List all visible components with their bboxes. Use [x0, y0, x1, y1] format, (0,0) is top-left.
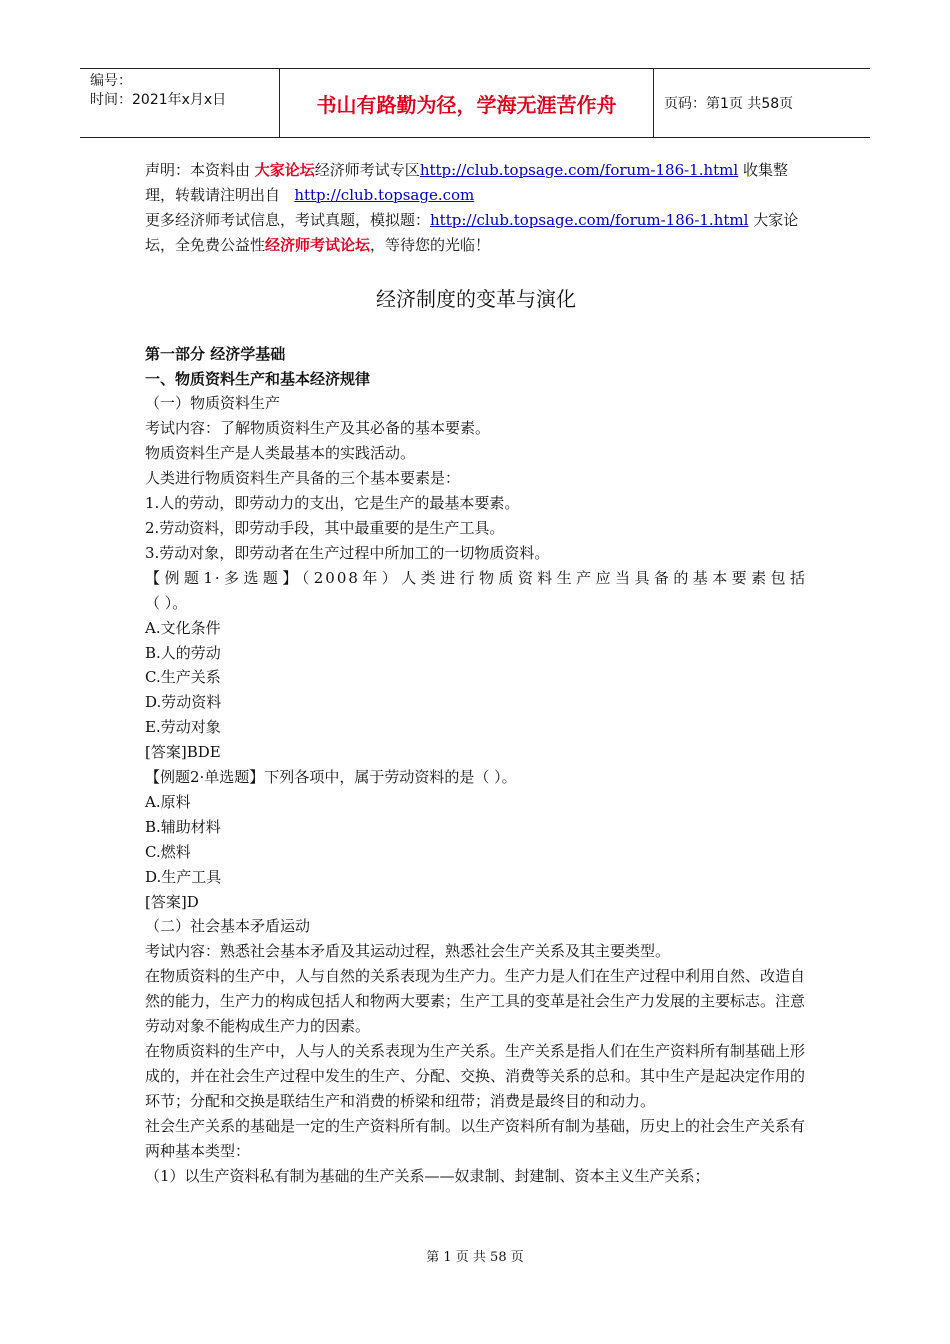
notice-text: 更多经济师考试信息，考试真题，模拟题：: [145, 210, 431, 229]
answer-line: [答案]BDE: [145, 743, 221, 762]
answer-line: [答案]D: [145, 892, 199, 911]
text-line: 物质资料生产是人类最基本的实践活动。: [145, 444, 416, 463]
option-line: C.生产关系: [145, 668, 221, 687]
paragraph: 在物质资料的生产中，人与人的关系表现为生产关系。生产关系是指人们在生产资料所有制基础上形成的，并在社会生产过程中发生的生产、分配、交换、消费等关系的总和。其中生产是起决定作用的环节；分配和交换是联结生产和消费的桥梁和纽带；消费是最终目的和动力。: [145, 1042, 806, 1110]
header-motto: 书山有路勤为径，学海无涯苦作舟: [280, 69, 654, 137]
notice-text: ，等待您的光临！: [370, 235, 491, 254]
text-line: （一）物质资料生产: [145, 394, 281, 413]
forum-highlight: 经济师考试论坛: [265, 235, 371, 254]
text-line: 1.人的劳动，即劳动力的支出，它是生产的最基本要素。: [145, 494, 520, 513]
document-body: [145, 158, 807, 1188]
text-line: （二）社会基本矛盾运动: [145, 917, 311, 936]
example-2-question: 【例题2·单选题】下列各项中，属于劳动资料的是（ ）。: [145, 768, 517, 787]
forum-link-2[interactable]: http://club.topsage.com/forum-186-1.html: [430, 210, 749, 229]
document-title: 经济制度的变革与演化: [376, 286, 576, 311]
example-1-question: 【例题1·多选题】（2008年）人类进行物质资料生产应当具备的基本要素包括: [145, 568, 807, 587]
page-footer: 第 1 页 共 58 页: [426, 1250, 524, 1265]
paragraph: 在物质资料的生产中，人与自然的关系表现为生产力。生产力是人们在生产过程中利用自然、改造自然的能力，生产力的构成包括人和物两大要素；生产工具的变革是社会生产力发展的主要标志。注意劳动对象不能构成生产力的因素。: [145, 967, 806, 1036]
notice-text: 收集整理，转载请注明出自: [145, 161, 788, 204]
part-title: 第一部分 经济学基础: [145, 344, 286, 363]
site-link[interactable]: http://club.topsage.com: [294, 185, 475, 204]
forum-link[interactable]: http://club.topsage.com/forum-186-1.html: [419, 161, 739, 179]
option-line: B.人的劳动: [145, 643, 221, 662]
notice-text: 大家论坛，全免费公益性: [145, 210, 799, 254]
option-line: D.劳动资料: [145, 693, 222, 712]
page-header: [80, 68, 870, 138]
text-line: （1）以生产资料私有制为基础的生产关系——奴隶制、封建制、资本主义生产关系；: [145, 1166, 710, 1185]
date-label: 时间：2021年x月x日: [90, 92, 227, 108]
option-line: B.辅助材料: [145, 817, 221, 836]
section-title: 一、物质资料生产和基本经济规律: [145, 369, 371, 388]
option-line: E.劳动对象: [145, 718, 221, 737]
option-line: D.生产工具: [145, 867, 222, 886]
header-meta: [80, 69, 280, 137]
paragraph: 社会生产关系的基础是一定的生产资料所有制。以生产资料所有制为基础，历史上的社会生产关系有两种基本类型：: [145, 1116, 806, 1160]
option-line: A.文化条件: [145, 618, 221, 637]
text-line: 3.劳动对象，即劳动者在生产过程中所加工的一切物质资料。: [145, 543, 550, 562]
number-label: 编号：: [90, 73, 132, 89]
text-line: 人类进行物质资料生产具备的三个基本要素是：: [145, 469, 461, 488]
notice-line-1: [145, 158, 807, 208]
option-line: C.燃料: [145, 842, 191, 861]
option-line: A.原料: [145, 792, 191, 811]
text-line: 考试内容：熟悉社会基本矛盾及其运动过程，熟悉社会生产关系及其主要类型。: [145, 942, 671, 961]
text-line: 2.劳动资料，即劳动手段，其中最重要的是生产工具。: [145, 518, 505, 537]
text-line: 考试内容：了解物质资料生产及其必备的基本要素。: [145, 419, 491, 438]
notice-text: 声明：本资料由: [145, 161, 255, 179]
forum-name: 大家论坛: [254, 161, 315, 179]
notice-text: 经济师考试专区: [314, 161, 420, 179]
header-page-info: 页码：第1页 共58页: [664, 96, 794, 112]
notice-line-2: [145, 208, 807, 258]
example-1-blank: （ ）。: [145, 593, 188, 612]
